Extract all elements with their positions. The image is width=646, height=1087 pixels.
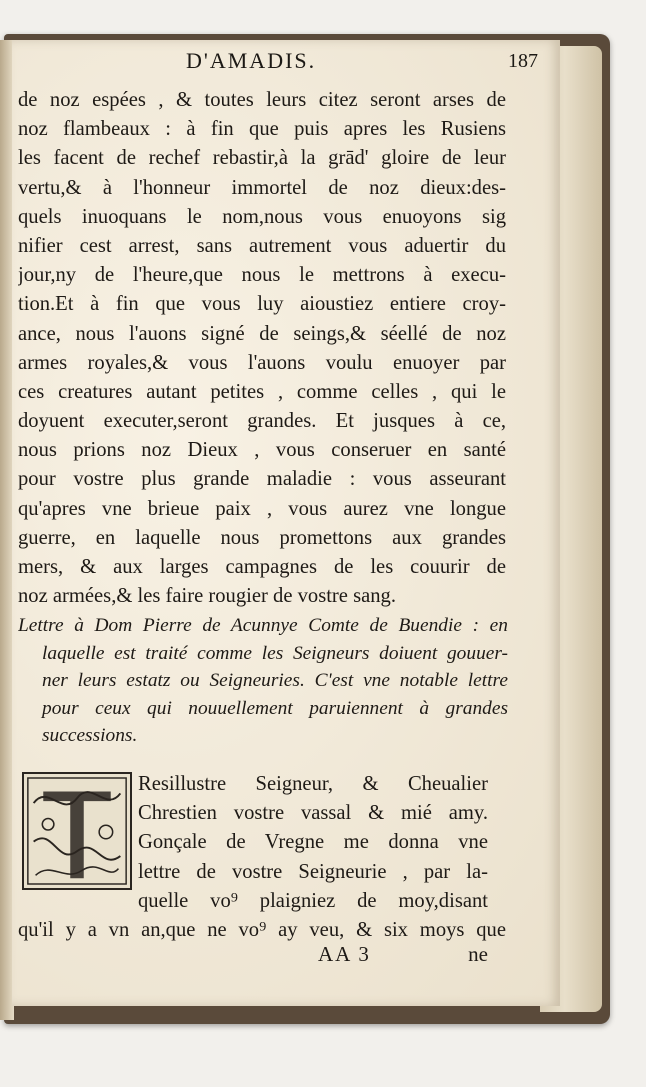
letter-heading bbox=[18, 612, 508, 750]
text-line: qu'il y a vn an,que ne vo⁹ ay veu, & six moys que bbox=[18, 919, 506, 941]
text-line: quels inuoquans le nom,nous vous enuoyons sig bbox=[18, 205, 506, 228]
text-line: qu'apres vne brieue paix , vous aurez vne longue bbox=[18, 497, 506, 520]
letter-opening bbox=[138, 770, 488, 916]
text-line: Resillustre Seigneur, & Cheualier bbox=[138, 773, 488, 795]
text-line: de noz espées , & toutes leurs citez seront arses de bbox=[18, 89, 506, 111]
body-paragraph bbox=[18, 86, 506, 611]
text-line: nous prions noz Dieux , vous conseruer en santé bbox=[18, 439, 506, 462]
page-footer bbox=[18, 942, 488, 972]
heading-line: successions. bbox=[42, 725, 138, 746]
text-line: noz flambeaux : à fin que puis apres les Rusiens bbox=[18, 118, 506, 141]
text-line: quelle vo⁹ plaigniez de moy,disant bbox=[138, 889, 488, 912]
heading-line: Lettre à Dom Pierre de Acunnye Comte de Buendie : en bbox=[18, 615, 508, 636]
signature-mark: AA 3 bbox=[318, 942, 371, 966]
text-line: nifier cest arrest, sans autrement vous aduertir du bbox=[18, 234, 506, 257]
text-line: pour vostre plus grande maladie : vous asseurant bbox=[18, 468, 506, 491]
text-line: armes royales,& vous l'auons voulu enuoyer par bbox=[18, 351, 506, 374]
text-line: doyuent executer,seront grandes. Et jusques à ce, bbox=[18, 410, 506, 433]
heading-line: pour ceux qui nouuellement paruiennent à grandes bbox=[42, 697, 508, 719]
text-line: lettre de vostre Seigneurie , par la- bbox=[138, 860, 488, 883]
decorated-initial bbox=[22, 772, 132, 890]
heading-line: ner leurs estatz ou Seigneuries. C'est vne notable lettre bbox=[42, 670, 508, 691]
page-header bbox=[18, 48, 538, 78]
text-line: Chrestien vostre vassal & mié amy. bbox=[138, 802, 488, 825]
text-line: jour,ny de l'heure,que nous le mettrons à execu- bbox=[18, 264, 506, 287]
page-number: 187 bbox=[508, 50, 538, 72]
text-line: ance, nous l'auons signé de seings,& séellé de noz bbox=[18, 322, 506, 345]
catchword: ne bbox=[468, 942, 488, 966]
text-line: noz armées,& les faire rougier de vostre sang. bbox=[18, 585, 396, 608]
heading-line: laquelle est traité comme les Seigneurs doiuent gouuer- bbox=[42, 642, 508, 664]
text-line: mers, & aux larges campagnes de les couurir de bbox=[18, 556, 506, 578]
running-title: D'AMADIS. bbox=[186, 48, 317, 73]
text-line: Gonçale de Vregne me donna vne bbox=[138, 831, 488, 854]
text-line: guerre, en laquelle nous promettons aux grandes bbox=[18, 526, 506, 549]
text-line: vertu,& à l'honneur immortel de noz dieux:des- bbox=[18, 176, 506, 199]
ornament-icon bbox=[24, 774, 130, 888]
letter-continuation bbox=[18, 916, 506, 945]
text-line: ces creatures autant petites , comme celles , qui le bbox=[18, 380, 506, 403]
text-line: tion.Et à fin que vous luy aioustiez entiere croy- bbox=[18, 293, 506, 316]
text-line: les facent de rechef rebastir,à la grād' gloire de leur bbox=[18, 147, 506, 170]
